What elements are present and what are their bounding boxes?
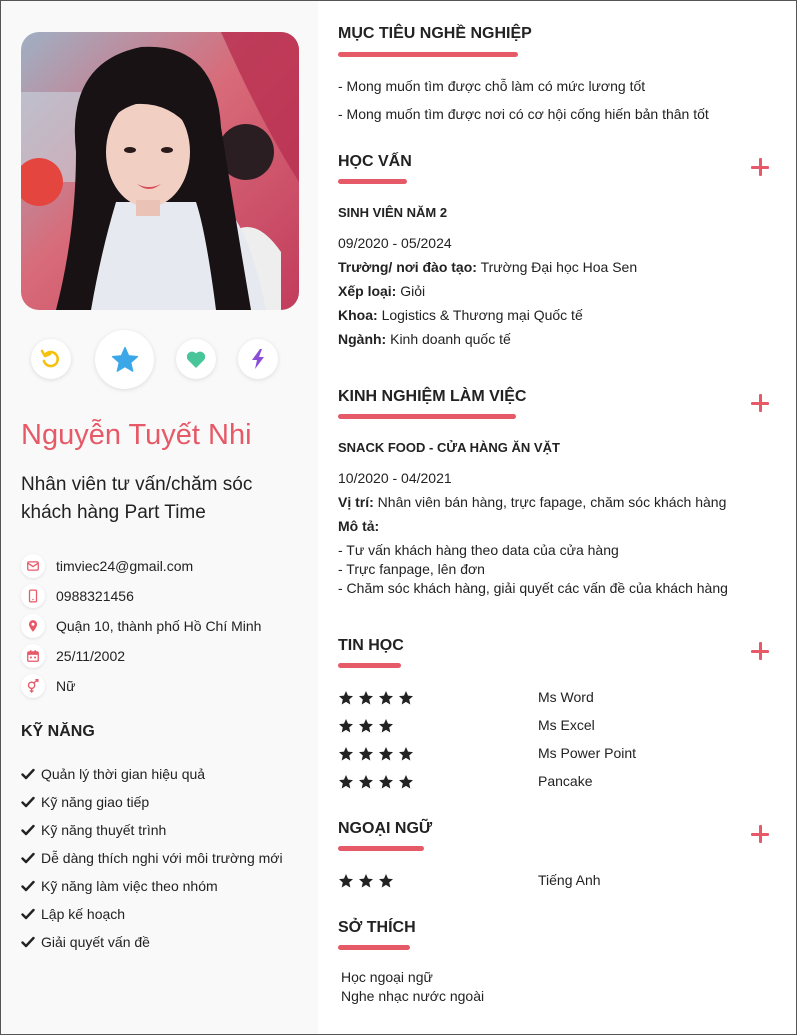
rank-label: Xếp loại: xyxy=(338,283,397,299)
skills-title: KỸ NĂNG xyxy=(21,723,95,740)
rated-skill-name: Pancake xyxy=(538,773,593,789)
hobby-line: Học ngoại ngữ xyxy=(341,969,433,985)
rated-skill-name: Ms Word xyxy=(538,689,594,705)
skill-item xyxy=(21,848,283,868)
star-rating xyxy=(338,873,398,889)
star-icon xyxy=(358,690,374,706)
star-icon xyxy=(358,746,374,762)
education-rank xyxy=(338,283,425,299)
checkmark-icon xyxy=(21,908,36,920)
heart-icon xyxy=(184,347,208,371)
star-icon xyxy=(338,873,354,889)
experience-desc-label xyxy=(338,518,379,534)
checkmark-icon xyxy=(21,880,36,892)
education-major xyxy=(338,331,511,347)
star-icon xyxy=(358,774,374,790)
skill-label: Kỹ năng làm việc theo nhóm xyxy=(41,878,218,894)
skill-item xyxy=(21,932,150,952)
school-label: Trường/ nơi đào tạo: xyxy=(338,259,477,275)
checkmark-icon xyxy=(21,768,36,780)
star-icon xyxy=(110,345,140,375)
calendar-icon xyxy=(21,644,45,668)
faculty-value: Logistics & Thương mại Quốc tế xyxy=(381,307,583,323)
gender-icon xyxy=(21,674,45,698)
education-faculty xyxy=(338,307,583,323)
skill-item xyxy=(21,876,218,896)
skill-label: Kỹ năng giao tiếp xyxy=(41,794,150,810)
star-button[interactable] xyxy=(95,330,154,389)
hobbies-title: SỞ THÍCH xyxy=(338,919,416,936)
star-icon xyxy=(358,718,374,734)
experience-company: SNACK FOOD - CỬA HÀNG ĂN VẶT xyxy=(338,440,560,455)
star-icon xyxy=(338,690,354,706)
heart-button[interactable] xyxy=(176,339,216,379)
undo-icon xyxy=(39,347,63,371)
add-it-skill-button[interactable] xyxy=(751,642,769,660)
objective-underline xyxy=(338,52,518,57)
star-rating xyxy=(338,718,398,734)
star-rating xyxy=(338,774,418,790)
checkmark-icon xyxy=(21,824,36,836)
contact-phone xyxy=(21,584,134,608)
experience-desc-line: - Chăm sóc khách hàng, giải quyết các vấn đề của khách hàng xyxy=(338,580,728,596)
contact-address xyxy=(21,614,261,638)
star-icon xyxy=(398,690,414,706)
objective-line: - Mong muốn tìm được chỗ làm có mức lương tốt xyxy=(338,78,646,94)
rated-skill-name: Ms Excel xyxy=(538,717,595,733)
skill-label: Quản lý thời gian hiệu quả xyxy=(41,766,206,782)
star-rating xyxy=(338,690,418,706)
skill-item xyxy=(21,792,149,812)
skill-label: Kỹ năng thuyết trình xyxy=(41,822,167,838)
desc-label: Mô tả: xyxy=(338,518,380,534)
it-skills-underline xyxy=(338,663,401,668)
email-icon xyxy=(21,554,45,578)
major-label: Ngành: xyxy=(338,331,387,347)
experience-position xyxy=(338,494,726,510)
star-icon xyxy=(398,746,414,762)
education-school xyxy=(338,259,637,275)
email-text: timviec24@gmail.com xyxy=(56,558,194,574)
checkmark-icon xyxy=(21,936,36,948)
contact-birthday xyxy=(21,644,125,668)
star-icon xyxy=(358,873,374,889)
undo-button[interactable] xyxy=(31,339,71,379)
birthday-text: 25/11/2002 xyxy=(56,648,126,664)
contact-gender xyxy=(21,674,75,698)
it-skills-title: TIN HỌC xyxy=(338,637,404,654)
star-icon xyxy=(338,746,354,762)
hobby-line: Nghe nhạc nước ngoài xyxy=(341,988,485,1004)
job-title: Nhân viên tư vấn/chăm sóc khách hàng Part Time xyxy=(21,474,253,523)
profile-photo xyxy=(21,32,299,310)
position-value: Nhân viên bán hàng, trực fapage, chăm sóc khách hàng xyxy=(377,494,727,510)
education-period: 09/2020 - 05/2024 xyxy=(338,235,452,251)
main-content xyxy=(318,1,796,1034)
star-rating xyxy=(338,746,418,762)
candidate-name: Nguyễn Tuyết Nhi xyxy=(21,419,252,451)
gender-text: Nữ xyxy=(56,678,76,694)
skill-item xyxy=(21,764,205,784)
education-level: SINH VIÊN NĂM 2 xyxy=(338,205,448,220)
phone-icon xyxy=(21,584,45,608)
experience-desc-line: - Tư vấn khách hàng theo data của cửa hàng xyxy=(338,542,619,558)
experience-desc-line: - Trực fanpage, lên đơn xyxy=(338,561,485,577)
star-icon xyxy=(378,873,394,889)
education-title: HỌC VẤN xyxy=(338,153,412,170)
experience-period: 10/2020 - 04/2021 xyxy=(338,470,452,486)
skill-item xyxy=(21,820,166,840)
experience-underline xyxy=(338,414,516,419)
star-icon xyxy=(378,746,394,762)
education-underline xyxy=(338,179,407,184)
location-pin-icon xyxy=(21,614,45,638)
add-education-button[interactable] xyxy=(751,158,769,176)
position-label: Vị trí: xyxy=(338,494,374,510)
hobbies-underline xyxy=(338,945,410,950)
add-experience-button[interactable] xyxy=(751,394,769,412)
languages-title: NGOẠI NGỮ xyxy=(338,820,433,837)
add-language-button[interactable] xyxy=(751,825,769,843)
address-text: Quận 10, thành phố Hồ Chí Minh xyxy=(56,618,262,634)
objective-line: - Mong muốn tìm được nơi có cơ hội cống hiến bản thân tốt xyxy=(338,106,709,122)
star-icon xyxy=(378,690,394,706)
checkmark-icon xyxy=(21,796,36,808)
phone-text: 0988321456 xyxy=(56,588,134,604)
contact-email xyxy=(21,554,193,578)
star-icon xyxy=(378,774,394,790)
bolt-button[interactable] xyxy=(238,339,278,379)
checkmark-icon xyxy=(21,852,36,864)
school-value: Trường Đại học Hoa Sen xyxy=(480,259,638,275)
star-icon xyxy=(398,774,414,790)
languages-underline xyxy=(338,846,424,851)
skill-label: Lập kế hoạch xyxy=(41,906,126,922)
left-sidebar xyxy=(1,1,318,1034)
rated-skill-name: Ms Power Point xyxy=(538,745,637,761)
star-icon xyxy=(338,774,354,790)
skill-label: Dễ dàng thích nghi với môi trường mới xyxy=(41,850,283,866)
faculty-label: Khoa: xyxy=(338,307,378,323)
rated-skill-name: Tiếng Anh xyxy=(538,872,601,888)
star-icon xyxy=(378,718,394,734)
skill-item xyxy=(21,904,125,924)
experience-title: KINH NGHIỆM LÀM VIỆC xyxy=(338,388,527,405)
rank-value: Giỏi xyxy=(400,283,426,299)
star-icon xyxy=(338,718,354,734)
objective-title: MỤC TIÊU NGHỀ NGHIỆP xyxy=(338,25,532,42)
bolt-icon xyxy=(246,347,270,371)
skill-label: Giải quyết vấn đề xyxy=(41,934,150,950)
major-value: Kinh doanh quốc tế xyxy=(390,331,511,347)
